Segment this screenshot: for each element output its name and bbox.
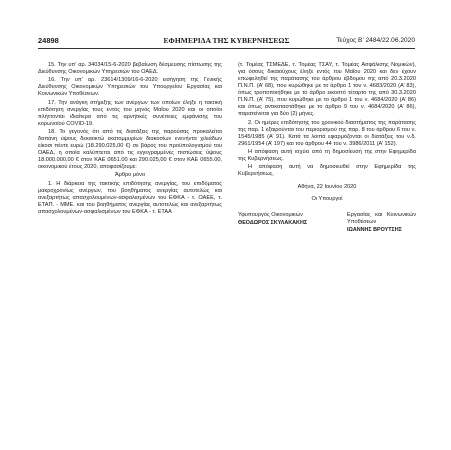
gazette-title: ΕΦΗΜΕΡΙΔΑ ΤΗΣ ΚΥΒΕΡΝΗΣΕΩΣ [163, 36, 290, 45]
article-paragraph-1: 1. Η διάρκεια της τακτικής επιδότησης ανεργίας, του επιδόματος μακροχρονίως ανέργων, του βοηθήματος ανεργίας αυτοτελώς και ανεξαρτήτως απασχολουμένων-ασφαλισμένων του ΕΦΚΑ - τ. ΟΑΕΕ, τ. ΕΤΑΠ. - ΜΜΕ. και του βοηθήματος ανεργίας αυτοτελώς και ανεξαρτήτως απασχολουμένων-ασφαλισμένων του ΕΦΚΑ - τ. ΕΤΑΑ [38, 180, 222, 215]
article-heading: Άρθρο μόνο [114, 172, 146, 179]
paragraph-17: 17. Την ανάγκη στήριξης των ανέργων των οποίων έληξε η τακτική επιδότηση ανεργίας τους εντός του μηνός Μαΐου 2020 και οι οποίοι πλήττονται ιδιαίτερα από τις αρνητικές συνέπειες εμφάνισης του κορωνοϊού COVID-19. [38, 99, 222, 127]
signature-block [238, 212, 416, 234]
signature-right [327, 212, 416, 234]
signatory-2-title: Εργασίας και Κοινωνικών Υποθέσεων [347, 211, 416, 225]
signatory-2-name: ΙΩΑΝΝΗΣ ΒΡΟΥΤΣΗΣ [347, 226, 402, 233]
article-paragraph-1-cont: (τ. Τομέας ΤΣΜΕΔΕ, τ. Τομέας ΤΣΑΥ, τ. Τομέας Ασφάλισης Νομικών), για όσους δικαιούχους έληξε εντός του Μαΐου 2020 και δεν έχουν επωφεληθεί της παράτασης του άρθρου έβδομου της από 20.3.2020 Π.Ν.Π. (Α’ 68), που κυρώθηκε με το άρθρο 1 του ν. 4683/2020 (Α’ 83), όπως τροποποιήθηκε με το άρθρο εικοστό τέταρτο της από 30.3.2020 Π.Ν.Π. (Α’ 75), που κυρώθηκε με το άρθρο 1 του ν. 4684/2020 (Α’ 86) και όπως αντικαταστάθηκε με το άρθρο 9 του ν. 4684/2020 (Α’ 86), παρατείνεται για δύο (2) μήνες. [238, 62, 416, 118]
ministers-label: Οι Υπουργοί [311, 195, 343, 202]
paragraph-16: 16. Την υπ’ αρ. 23614/1309/16-6-2020 εισήγηση της Γενικής Διεύθυνσης Οικονομικών Υπηρεσιών του Υπουργείου Εργασίας και Κοινωνικών Υποθέσεων. [38, 77, 222, 98]
page-number: 24898 [38, 36, 59, 45]
article-paragraph-2: 2. Οι ημέρες επιδότησης του χρονικού διαστήματος της παράτασης της παρ. 1 εξαιρούνται του περιορισμού της παρ. 8 του άρθρου 6 του ν. 1545/1985 (Α’ 91). Κατά τα λοιπά εφαρμόζονται οι διατάξεις του ν.δ. 2961/1954 (Α’ 197) και του άρθρου 44 του ν. 3986/2011 (Α’ 152). [238, 119, 416, 147]
publication-statement: Η απόφαση αυτή να δημοσιευθεί στην Εφημερίδα της Κυβερνήσεως. [238, 164, 416, 178]
page-header [38, 34, 415, 49]
left-column [38, 62, 222, 217]
signatory-1-name: ΘΕΟΔΩΡΟΣ ΣΚΥΛΑΚΑΚΗΣ [238, 219, 308, 226]
signing-date: Αθήνα, 22 Ιουνίου 2020 [297, 183, 357, 190]
validity-statement: Η απόφαση αυτή ισχύει από τη δημοσίευσή της στην Εφημερίδα της Κυβερνήσεως. [238, 148, 416, 162]
paragraph-18: 18. Το γεγονός ότι από τις διατάξεις της παρούσας προκαλείται δαπάνη ύψους δεκαοκτώ εκατομμυρίων διακοσίων ενενήντα χιλιάδων είκοσι πέντε ευρώ (18.290.025,00 €) σε βάρος του προϋπολογισμού του ΟΑΕΔ, η οποία καλύπτεται από τις εγγεγραμμένες πιστώσεις ύψους 18.000.000,00 € στον ΚΑΕ 0651.00 και 290.025,00 € στον ΚΑΕ 0655.00, οικονομικού έτους 2020, αποφασίζουμε: [38, 128, 222, 171]
signature-left [238, 212, 327, 234]
right-column [238, 62, 416, 234]
issue-label: Τεύχος Β’ 2484/22.06.2020 [336, 37, 415, 44]
signatory-1-title: Υφυπουργός Οικονομικών [238, 211, 303, 218]
paragraph-15: 15. Την υπ’ αρ. 34034/15-6-2020 βεβαίωση δέσμευσης πίστωσης της Διεύθυνσης Οικονομικών Υπηρεσιών του ΟΑΕΔ. [38, 62, 222, 76]
